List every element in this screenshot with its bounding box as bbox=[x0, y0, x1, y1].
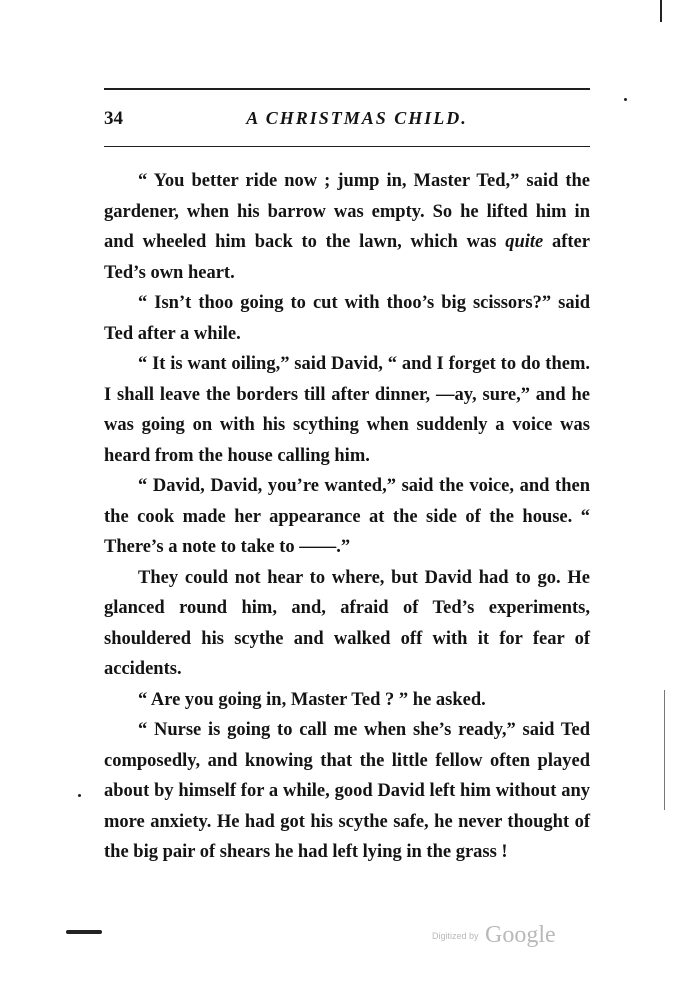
paragraph bbox=[104, 166, 590, 288]
text-run: “ Isn’t thoo going to cut with thoo’s big scissors?” said Ted after a while. bbox=[104, 293, 590, 344]
text-run: “ You better ride now ; jump in, Master Ted,” said the gardener, when his barrow was empty. So he lifted him in and wheeled him back to the lawn, which was bbox=[104, 171, 590, 252]
paragraph bbox=[104, 471, 590, 563]
paragraph bbox=[104, 288, 590, 349]
google-logo: Google bbox=[484, 922, 556, 948]
italic-text: quite bbox=[505, 232, 544, 252]
paragraph bbox=[104, 715, 590, 868]
header-rule bbox=[104, 146, 590, 147]
text-run: They could not hear to where, but David had to go. He glanced round him, and, afraid of Ted’s experiments, shouldered his scythe and walked off with it for fear of accidents. bbox=[104, 567, 590, 679]
scan-mark-left-dot bbox=[78, 794, 81, 797]
watermark-prefix: Digitized by bbox=[432, 930, 479, 941]
text-run: “ Are you going in, Master Ted ? ” he asked. bbox=[138, 689, 486, 710]
paragraph bbox=[104, 349, 590, 471]
text-run: after Ted’s own heart. bbox=[104, 232, 590, 283]
paragraph bbox=[104, 563, 590, 685]
body-text bbox=[104, 166, 590, 868]
text-run: “ Nurse is going to call me when she’s ready,” said Ted composedly, and knowing that the little fellow often played about by himself for a while, good David left him without any more anxiety. He had got his scythe safe, he never thought of the big pair of shears he had left lying in the grass ! bbox=[104, 720, 590, 862]
digitized-watermark bbox=[432, 922, 556, 949]
running-title: A CHRISTMAS CHILD. bbox=[246, 108, 468, 128]
page-number: 34 bbox=[104, 108, 123, 129]
text-run: “ It is want oiling,” said David, “ and I forget to do them. I shall leave the borders till after dinner, —ay, sure,” and he was going on with his scything when suddenly a voice was heard from the house calling him. bbox=[104, 354, 590, 466]
text-run: “ David, David, you’re wanted,” said the voice, and then the cook made her appearance at the side of the house. “ There’s a note to take to ——.” bbox=[104, 476, 590, 557]
top-rule bbox=[104, 88, 590, 90]
scan-mark-right-middle bbox=[664, 690, 665, 810]
scan-mark-left-dash bbox=[66, 930, 102, 934]
scan-mark-dot bbox=[624, 98, 627, 101]
paragraph bbox=[104, 685, 590, 716]
scan-mark-right-top bbox=[660, 0, 662, 22]
page-header bbox=[104, 104, 590, 134]
